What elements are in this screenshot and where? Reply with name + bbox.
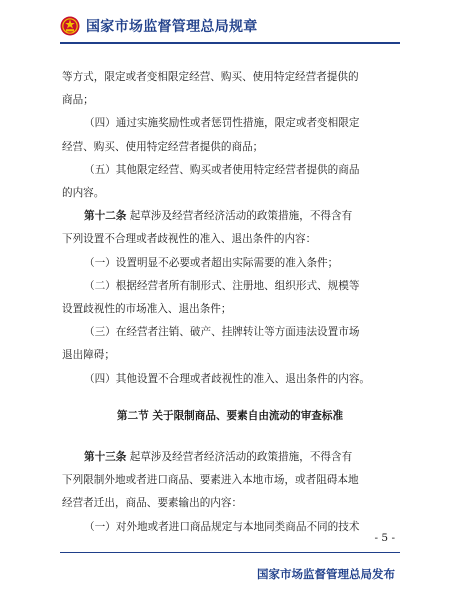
document-body [62, 66, 398, 539]
article-label: 第十三条 [84, 451, 127, 464]
page-header [60, 16, 400, 36]
paragraph-line: 退出障碍； [62, 349, 115, 362]
article-label: 第十二条 [84, 210, 127, 223]
list-item: （四）通过实施奖励性或者惩罚性措施，限定或者变相限定 [84, 117, 360, 130]
header-rule [60, 42, 400, 44]
article-13-first-line [62, 446, 398, 469]
article-text: 起草涉及经营者经济活动的政策措施，不得含有 [129, 451, 353, 464]
list-item: （五）其他限定经营、购买或者使用特定经营者提供的商品 [84, 163, 360, 176]
section-title: 第二节 关于限制商品、要素自由流动的审查标准 [116, 409, 344, 422]
paragraph-line: 下列设置不合理或者歧视性的准入、退出条件的内容： [62, 233, 317, 246]
list-item: （一）对外地或者进口商品规定与本地同类商品不同的技术 [84, 520, 360, 533]
paragraph-line: 设置歧视性的市场准入、退出条件； [62, 303, 232, 316]
article-text: 起草涉及经营者经济活动的政策措施，不得含有 [129, 210, 353, 223]
paragraph-line: 经营者迁出，商品、要素输出的内容： [62, 497, 243, 510]
header-title: 国家市场监督管理总局规章 [86, 19, 258, 35]
list-item: （四）其他设置不合理或者歧视性的准入、退出条件的内容。 [84, 372, 371, 385]
national-emblem-icon [60, 16, 80, 36]
list-item: （二）根据经营者所有制形式、注册地、组织形式、规模等 [84, 279, 360, 292]
list-item: （一）设置明显不必要或者超出实际需要的准入条件； [84, 256, 339, 269]
paragraph-line: 等方式，限定或者变相限定经营、购买、使用特定经营者提供的 [62, 71, 359, 83]
list-item: （三）在经营者注销、破产、挂牌转让等方面违法设置市场 [84, 326, 360, 339]
footer-rule [60, 552, 400, 553]
paragraph-line: 商品； [62, 94, 94, 107]
footer-publisher: 国家市场监督管理总局发布 [257, 567, 395, 581]
paragraph-line: 的内容。 [62, 187, 105, 200]
paragraph-line: 经营、购买、使用特定经营者提供的商品； [62, 140, 264, 153]
paragraph-line: 下列限制外地或者进口商品、要素进入本地市场，或者阻碍本地 [62, 474, 359, 487]
page-number: - 5 - [374, 532, 395, 544]
article-12-first-line [62, 205, 398, 228]
